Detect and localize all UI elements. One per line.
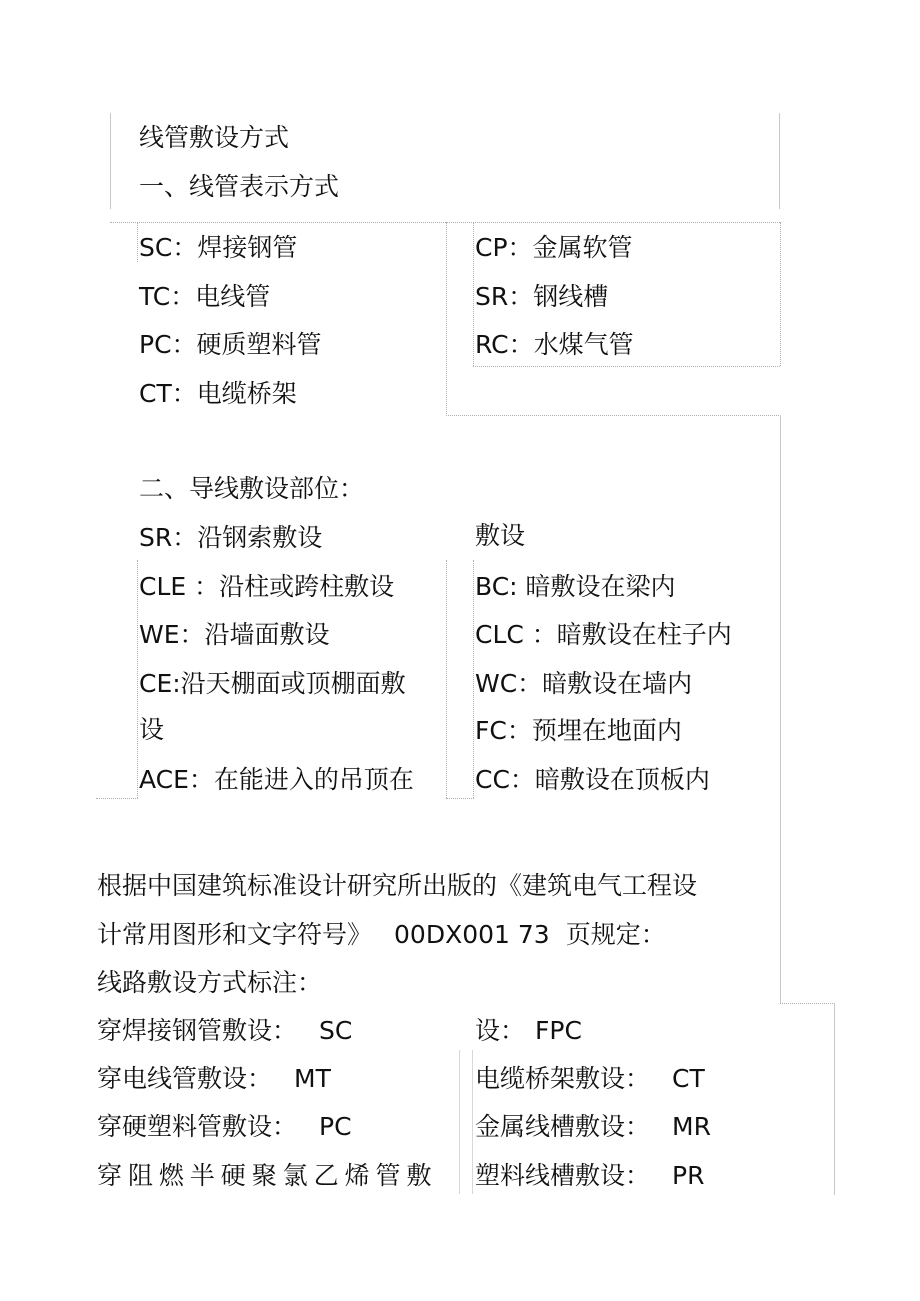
- location-wc: WC：暗敷设在墙内: [475, 669, 693, 698]
- table2-bottom-left: [96, 798, 138, 799]
- method-mr: [475, 1112, 711, 1142]
- method-code: MR: [672, 1112, 711, 1141]
- frame-line-right-step: [780, 1003, 835, 1004]
- table3-mid-left: [459, 1050, 460, 1194]
- standard-book-title: 计常用图形和文字符号》: [97, 920, 373, 949]
- method-sc: [97, 1016, 352, 1046]
- method-fpc: [475, 1016, 582, 1046]
- method-mt: [97, 1064, 331, 1094]
- pipe-type-rc: RC：水煤气管: [475, 330, 634, 359]
- table1-left-border: [137, 222, 138, 262]
- table2-mid-bottom: [446, 798, 474, 799]
- location-clc: CLC ：暗敷设在柱子内: [475, 620, 732, 649]
- method-pr: [475, 1161, 704, 1191]
- page-title: 线管敷设方式: [139, 123, 290, 152]
- frame-line-right-bottom: [834, 1003, 835, 1195]
- location-ce-cont: 设: [139, 715, 165, 744]
- standard-line-1: 根据中国建筑标准设计研究所出版的《建筑电气工程设: [97, 871, 698, 900]
- frame-line-right-long: [780, 415, 781, 1003]
- method-label: 穿电线管敷设：: [97, 1064, 273, 1093]
- location-cle: CLE ：沿柱或跨柱敷设: [139, 572, 395, 601]
- table2-mid-right: [473, 560, 474, 798]
- standard-line-3: 线路敷设方式标注：: [97, 968, 323, 997]
- method-label: 设：: [475, 1016, 526, 1045]
- table1-mid-border: [446, 222, 447, 416]
- standard-code: 00DX001 73: [394, 920, 550, 949]
- location-cc: CC：暗敷设在顶板内: [475, 765, 710, 794]
- method-code: CT: [672, 1064, 705, 1093]
- location-ace-cont: 敷设: [475, 521, 526, 550]
- section1-title: 一、线管表示方式: [139, 172, 340, 201]
- method-code: MT: [294, 1064, 331, 1093]
- pipe-type-tc: TC：电线管: [139, 282, 271, 311]
- pipe-type-ct: CT：电缆桥架: [139, 379, 297, 408]
- method-code: FPC: [535, 1016, 582, 1045]
- method-label: 穿焊接钢管敷设：: [97, 1016, 298, 1045]
- method-label: 电缆桥架敷设：: [475, 1064, 651, 1093]
- location-fc: FC：预埋在地面内: [475, 716, 682, 745]
- pipe-type-cp: CP：金属软管: [475, 233, 633, 262]
- frame-line-top-divider: [110, 222, 780, 223]
- table2-mid-left: [446, 560, 447, 798]
- location-ace: ACE：在能进入的吊顶在: [139, 765, 414, 794]
- method-code: PC: [319, 1112, 352, 1141]
- location-bc: BC: 暗敷设在梁内: [475, 572, 676, 601]
- table1-bottom: [446, 415, 781, 416]
- standard-page-tail: 页规定：: [565, 920, 666, 949]
- location-we: WE：沿墙面敷设: [139, 620, 330, 649]
- method-ct: [475, 1064, 705, 1094]
- method-code: PR: [672, 1161, 705, 1190]
- table1-right-bottom: [473, 366, 780, 367]
- table1-right-col-left: [473, 222, 474, 366]
- method-code: SC: [319, 1016, 353, 1045]
- section2-title: 二、导线敷设部位：: [139, 474, 365, 503]
- standard-line-2: [97, 920, 666, 950]
- table1-right-col-right: [780, 222, 781, 366]
- method-pc: [97, 1112, 352, 1142]
- table2-left-border: [137, 560, 138, 798]
- pipe-type-sr: SR：钢线槽: [475, 282, 609, 311]
- method-label: 穿 阻 燃 半 硬 聚 氯 乙 烯 管 敷: [97, 1161, 431, 1190]
- frame-line-left-top: [110, 113, 111, 209]
- pipe-type-pc: PC：硬质塑料管: [139, 330, 322, 359]
- table3-mid-right: [472, 1050, 473, 1194]
- frame-line-right-top: [779, 113, 780, 209]
- location-sr: SR：沿钢索敷设: [139, 523, 323, 552]
- method-label: 金属线槽敷设：: [475, 1112, 651, 1141]
- method-label: 穿硬塑料管敷设：: [97, 1112, 298, 1141]
- location-ce: CE:沿天棚面或顶棚面敷: [139, 669, 406, 698]
- pipe-type-sc: SC：焊接钢管: [139, 233, 298, 262]
- method-fpc-start: [97, 1161, 430, 1191]
- method-label: 塑料线槽敷设：: [475, 1161, 651, 1190]
